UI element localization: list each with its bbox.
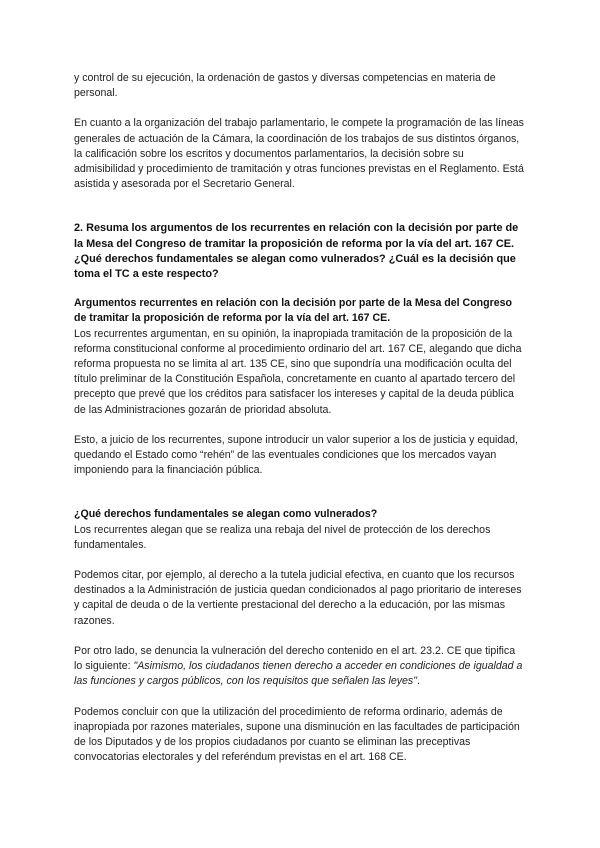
spacer — [74, 629, 526, 644]
heading-derechos-vulnerados: ¿Qué derechos fundamentales se alegan como vulnerados? — [74, 508, 378, 521]
paragraph-rebaja-proteccion: Los recurrentes alegan que se realiza una rebaja del nivel de protección de los derechos fundamentales. — [74, 523, 491, 551]
paragraph-valor-superior: Esto, a juicio de los recurrentes, supone introducir un valor superior a los de justicia y equidad, quedando el Estado como “rehén” de las eventuales condiciones que los mercados vayan imponiendo para la financiación pública. — [74, 433, 519, 477]
paragraph-art-23-2 — [74, 644, 526, 690]
paragraph-argumentos: Los recurrentes argumentan, en su opinión, la inapropiada tramitación de la proposición de la reforma constitucional conforme al procedimiento ordinario del art. 167 CE, alegando que dicha reforma propuesta no se limita al art. 135 CE, sino que supondría una modificación oculta del título preliminar de la Constitución Española, concretamente en cuanto al apartado tercero del precepto que prevé que los créditos para satisfacer los intereses y capital de la deuda pública de las Administraciones gozarán de prioridad absoluta. — [74, 327, 522, 416]
question-2: 2. Resuma los argumentos de los recurrentes en relación con la decisión por parte de la Mesa del Congreso de tramitar la proposición de reforma por la vía del art. 167 CE. ¿Qué derechos fundamentales se alegan como vulnerados? ¿Cuál es la decisión que toma el TC a este respecto? — [74, 222, 519, 281]
spacer — [74, 553, 526, 568]
paragraph-tutela-judicial: Podemos citar, por ejemplo, al derecho a la tutela judicial efectiva, en cuanto que los recursos destinados a la Administración de justicia quedan condicionados al pago prioritario de intereses y capital de deuda o de la vertiente prestacional del derecho a la educación, por las mismas razones. — [74, 569, 522, 627]
spacer — [74, 192, 526, 221]
spacer — [74, 478, 526, 507]
art-23-2-intro: Por otro lado, se denuncia la vulneración del derecho contenido en el art. 23.2. CE que tipifica lo siguiente: — [74, 644, 516, 673]
document-page — [74, 71, 526, 765]
spacer — [74, 101, 526, 116]
art-23-2-quote: "Asimismo, los ciudadanos tienen derecho a acceder en condiciones de igualdad a las funciones y cargos públicos, con los requisitos que señalen las leyes" — [74, 660, 523, 688]
spacer — [74, 418, 526, 433]
paragraph-organizacion-trabajo: En cuanto a la organización del trabajo parlamentario, le compete la programación de las líneas generales de actuación de la Cámara, la coordinación de los trabajos de sus distintos órganos, la calificación sobre los escritos y documentos parlamentarios, la decisión sobre su admisibilidad y procedimiento de tramitación y otras funciones previstas en el Reglamento. Está asistida y asesorada por el Secretario General. — [74, 117, 524, 191]
spacer — [74, 690, 526, 705]
heading-argumentos-recurrentes: Argumentos recurrentes en relación con la decisión por parte de la Mesa del Congreso de tramitar la proposición de reforma por la vía del art. 167 CE. — [74, 297, 512, 325]
paragraph-mesa-ejecucion: y control de su ejecución, la ordenación de gastos y diversas competencias en materia de personal. — [74, 72, 496, 100]
spacer — [74, 282, 526, 296]
paragraph-conclusion: Podemos concluir con que la utilización del procedimiento de reforma ordinario, además de inapropiada por razones materiales, supone una disminución en las facultades de participación de los Diputados y de los propios ciudadanos por cuanto se eliminan las preceptivas convocatorias electorales y del referéndum previstas en el art. 168 CE. — [74, 705, 520, 764]
art-23-2-end: . — [416, 675, 420, 688]
